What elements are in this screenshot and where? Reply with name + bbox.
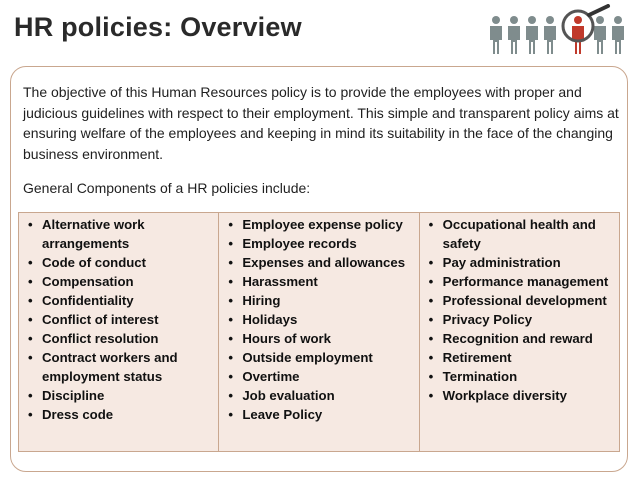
intro-paragraph: The objective of this Human Resources policy is to provide the employees with proper and judicious guidelines with respect to their employment. This simple and transparent policy aims at ensuring welfare of the employees and keeping in mind its suitability in the face of the changing business environment.	[23, 84, 619, 162]
component-item: • Code of conduct	[23, 253, 214, 272]
component-item: • Hours of work	[223, 329, 414, 348]
component-item: • Dress code	[23, 405, 214, 424]
components-label: General Components of a HR policies include:	[23, 180, 311, 196]
people-magnifier-icon	[486, 4, 628, 62]
component-item: • Holidays	[223, 310, 414, 329]
slide-title: HR policies: Overview	[14, 12, 302, 42]
component-item: • Pay administration	[424, 253, 615, 272]
components-column-1	[19, 213, 219, 451]
component-item: • Professional development	[424, 291, 615, 310]
component-item: • Discipline	[23, 386, 214, 405]
component-item: • Workplace diversity	[424, 386, 615, 405]
component-item: • Contract workers and employment status	[23, 348, 214, 386]
component-item: • Leave Policy	[223, 405, 414, 424]
component-item: • Harassment	[223, 272, 414, 291]
component-item: • Recognition and reward	[424, 329, 615, 348]
component-item: • Hiring	[223, 291, 414, 310]
component-item: • Conflict of interest	[23, 310, 214, 329]
component-item: • Expenses and allowances	[223, 253, 414, 272]
component-item: • Confidentiality	[23, 291, 214, 310]
components-column-2	[219, 213, 419, 451]
components-table	[18, 212, 620, 452]
component-item: • Occupational health and safety	[424, 215, 615, 253]
component-item: • Performance management	[424, 272, 615, 291]
component-item: • Job evaluation	[223, 386, 414, 405]
component-item: • Termination	[424, 367, 615, 386]
component-item: • Employee records	[223, 234, 414, 253]
component-item: • Privacy Policy	[424, 310, 615, 329]
component-item: • Compensation	[23, 272, 214, 291]
components-column-3	[420, 213, 619, 451]
component-item: • Retirement	[424, 348, 615, 367]
component-item: • Alternative work arrangements	[23, 215, 214, 253]
component-item: • Outside employment	[223, 348, 414, 367]
component-item: • Employee expense policy	[223, 215, 414, 234]
component-item: • Conflict resolution	[23, 329, 214, 348]
component-item: • Overtime	[223, 367, 414, 386]
